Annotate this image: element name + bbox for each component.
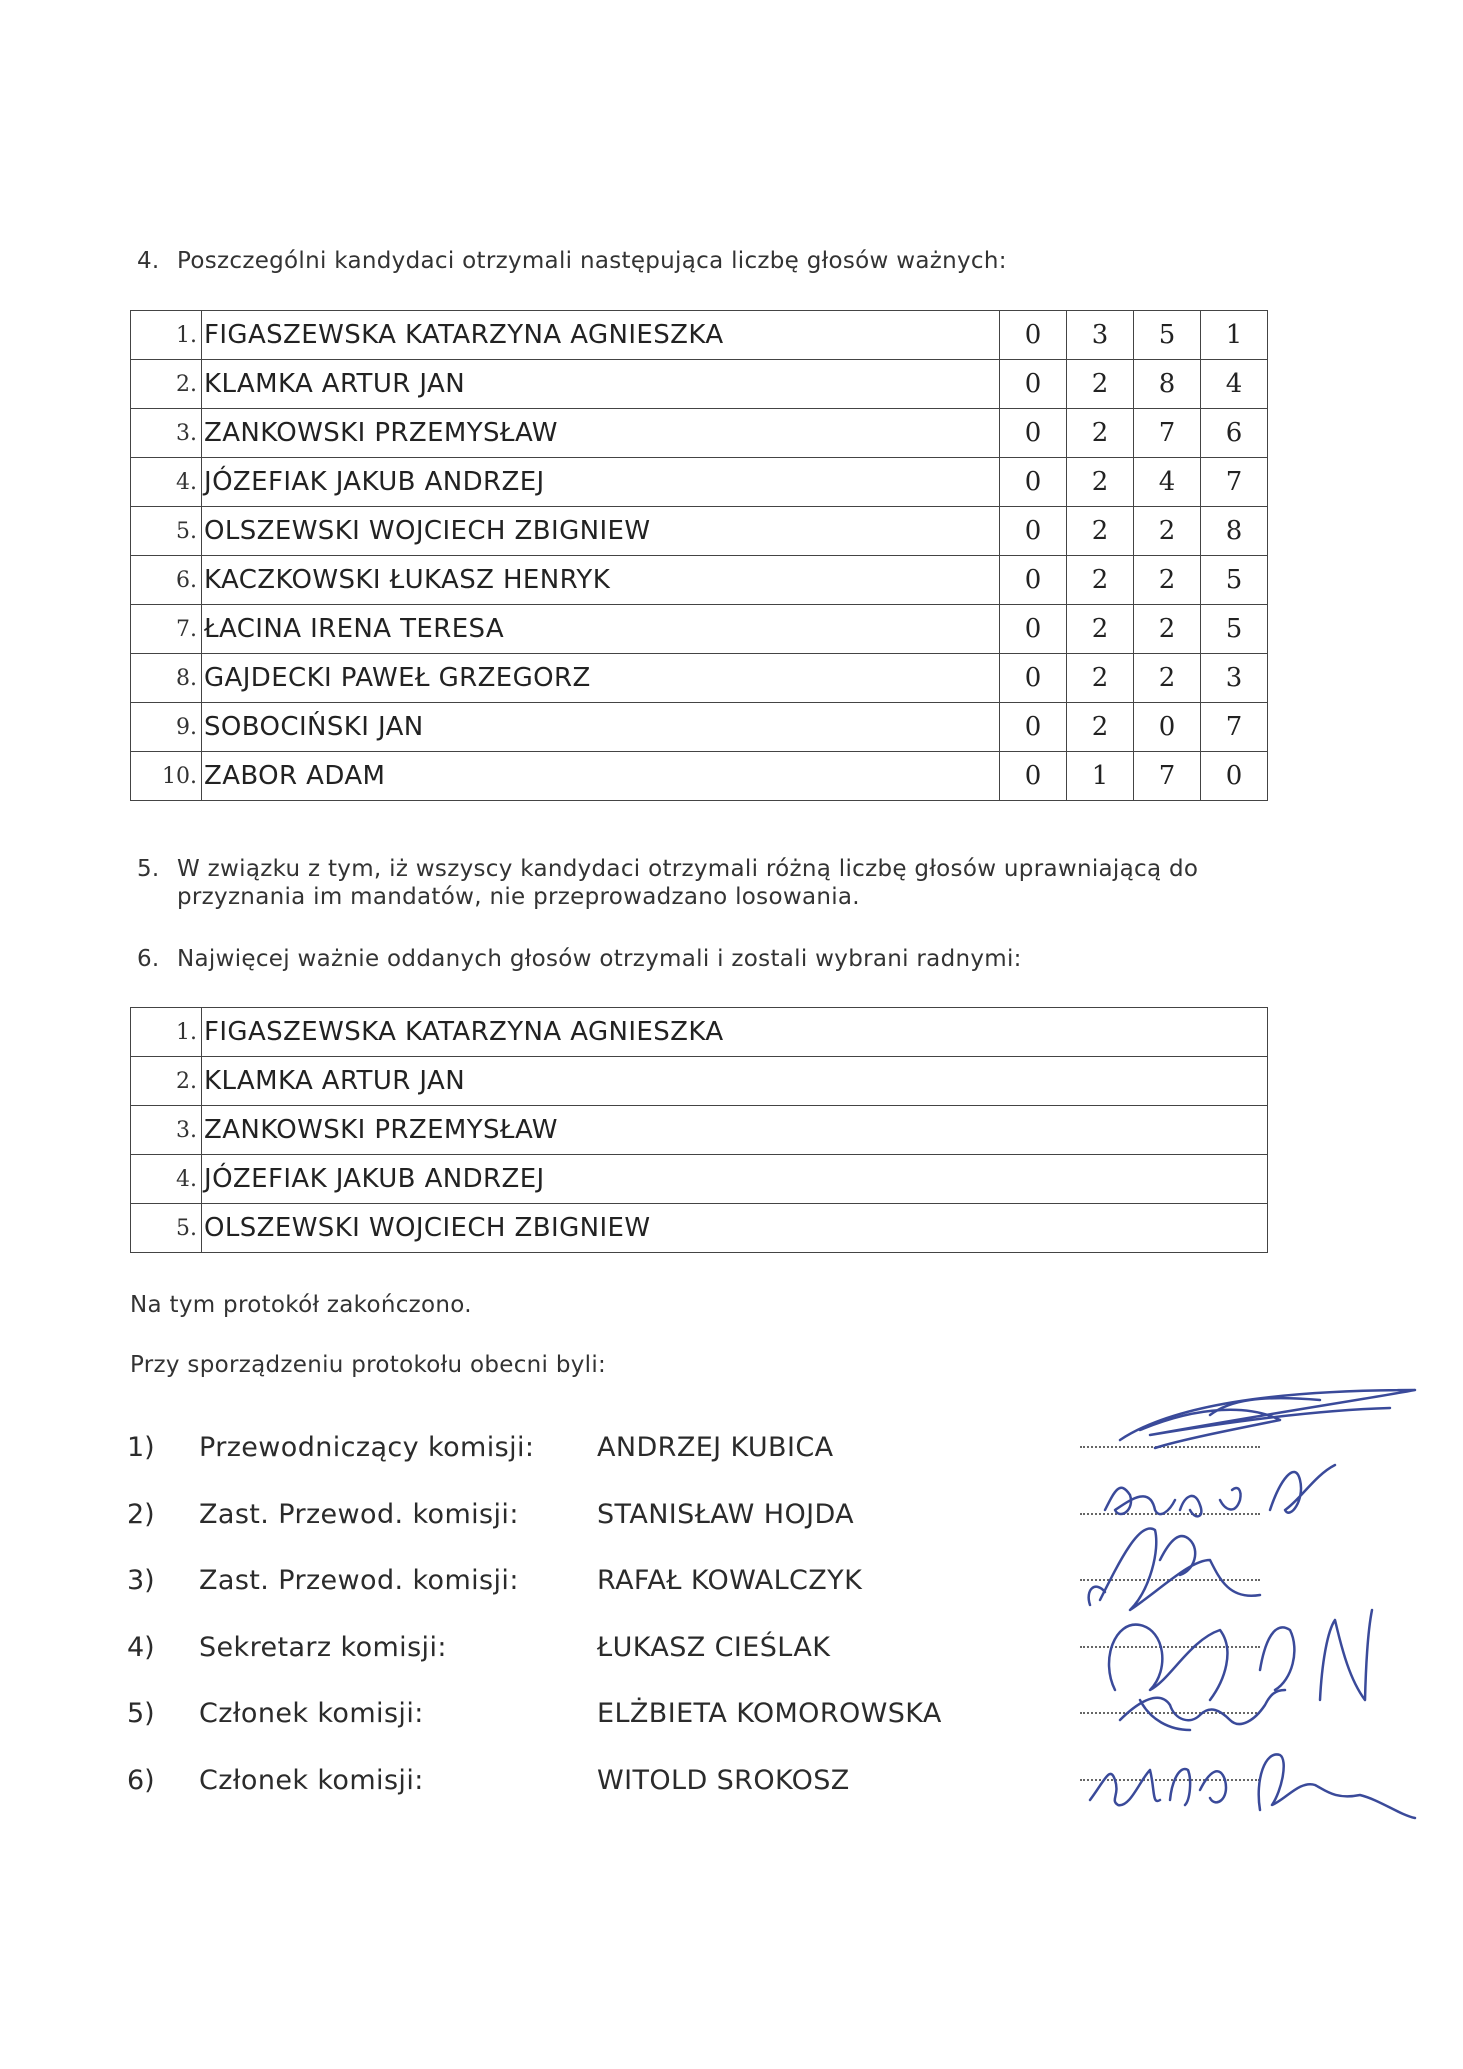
member-role: Członek komisji: [199, 1698, 424, 1729]
signature-1 [1120, 1390, 1415, 1448]
row-number: 6. [131, 556, 202, 605]
row-number: 9. [131, 703, 202, 752]
vote-digit: 7 [1201, 703, 1268, 752]
vote-digit: 4 [1134, 458, 1201, 507]
vote-digit: 3 [1067, 311, 1134, 360]
elected-name: KLAMKA ARTUR JAN [202, 1057, 1268, 1106]
winners-table [130, 1007, 1268, 1253]
vote-digit: 2 [1067, 654, 1134, 703]
section-6-heading [137, 946, 1022, 972]
member-name: RAFAŁ KOWALCZYK [597, 1565, 863, 1596]
section-text: Najwięcej ważnie oddanych głosów otrzymali i zostali wybrani radnymi: [177, 946, 1022, 972]
vote-digit: 8 [1134, 360, 1201, 409]
member-index: 5) [127, 1698, 155, 1729]
candidate-name: JÓZEFIAK JAKUB ANDRZEJ [202, 458, 1000, 507]
vote-digit: 7 [1134, 409, 1201, 458]
vote-digit: 0 [1000, 654, 1067, 703]
section-number: 6. [137, 946, 160, 972]
candidate-name: KACZKOWSKI ŁUKASZ HENRYK [202, 556, 1000, 605]
section-text: Poszczególni kandydaci otrzymali następująca liczbę głosów ważnych: [177, 248, 1007, 274]
vote-digit: 2 [1134, 654, 1201, 703]
vote-digit: 2 [1067, 703, 1134, 752]
vote-digit: 2 [1067, 409, 1134, 458]
table-row [131, 605, 1268, 654]
member-name: WITOLD SROKOSZ [597, 1764, 850, 1796]
section-5 [137, 855, 1198, 911]
vote-digit: 2 [1134, 507, 1201, 556]
member-index: 3) [127, 1565, 155, 1596]
row-number: 8. [131, 654, 202, 703]
member-index: 2) [127, 1498, 155, 1530]
table-row [131, 458, 1268, 507]
row-number: 5. [131, 507, 202, 556]
row-number: 2. [131, 1057, 202, 1106]
vote-digit: 2 [1067, 507, 1134, 556]
member-index: 4) [127, 1631, 155, 1663]
candidate-name: ZANKOWSKI PRZEMYSŁAW [202, 409, 1000, 458]
section-number: 5. [137, 856, 160, 882]
row-number: 4. [131, 458, 202, 507]
table-row [131, 556, 1268, 605]
vote-digit: 4 [1201, 360, 1268, 409]
handwritten-signatures [1060, 1360, 1430, 1820]
candidate-name: FIGASZEWSKA KATARZYNA AGNIESZKA [202, 311, 1000, 360]
member-role: Sekretarz komisji: [199, 1631, 447, 1663]
table-row [131, 1204, 1268, 1253]
table-row [131, 654, 1268, 703]
vote-digit: 0 [1201, 752, 1268, 801]
member-name: STANISŁAW HOJDA [597, 1498, 855, 1530]
row-number: 1. [131, 1008, 202, 1057]
section-4-heading [137, 248, 1007, 274]
elected-name: JÓZEFIAK JAKUB ANDRZEJ [202, 1155, 1268, 1204]
table-row [131, 1155, 1268, 1204]
vote-digit: 2 [1134, 556, 1201, 605]
vote-digit: 5 [1201, 605, 1268, 654]
member-role: Przewodniczący komisji: [199, 1432, 535, 1463]
table-row [131, 1106, 1268, 1155]
vote-digit: 7 [1201, 458, 1268, 507]
row-number: 10. [131, 752, 202, 801]
vote-digit: 0 [1000, 752, 1067, 801]
vote-digit: 1 [1067, 752, 1134, 801]
vote-digit: 0 [1000, 360, 1067, 409]
vote-digit: 0 [1000, 507, 1067, 556]
signature-4 [1109, 1610, 1372, 1700]
candidate-name: KLAMKA ARTUR JAN [202, 360, 1000, 409]
row-number: 3. [131, 409, 202, 458]
vote-digit: 0 [1000, 703, 1067, 752]
candidate-name: ŁACINA IRENA TERESA [202, 605, 1000, 654]
vote-digit: 7 [1134, 752, 1201, 801]
table-row [131, 1057, 1268, 1106]
vote-digit: 8 [1201, 507, 1268, 556]
vote-digit: 2 [1134, 605, 1201, 654]
vote-digit: 1 [1201, 311, 1268, 360]
vote-digit: 0 [1000, 311, 1067, 360]
member-role: Zast. Przewod. komisji: [199, 1565, 519, 1596]
candidate-name: SOBOCIŃSKI JAN [202, 703, 1000, 752]
member-name: ŁUKASZ CIEŚLAK [597, 1631, 831, 1663]
table-row [131, 360, 1268, 409]
member-index: 1) [127, 1432, 155, 1463]
present-intro: Przy sporządzeniu protokołu obecni byli: [130, 1352, 607, 1378]
vote-digit: 2 [1067, 360, 1134, 409]
vote-digit: 2 [1067, 605, 1134, 654]
table-row [131, 507, 1268, 556]
vote-digit: 2 [1067, 458, 1134, 507]
row-number: 5. [131, 1204, 202, 1253]
vote-digit: 0 [1134, 703, 1201, 752]
signature-5 [1120, 1690, 1285, 1730]
member-role: Zast. Przewod. komisji: [199, 1498, 519, 1530]
candidate-name: GAJDECKI PAWEŁ GRZEGORZ [202, 654, 1000, 703]
section-number: 4. [137, 248, 160, 274]
member-index: 6) [127, 1764, 155, 1796]
row-number: 3. [131, 1106, 202, 1155]
signature-3 [1089, 1528, 1260, 1610]
closing-text: Na tym protokół zakończono. [130, 1292, 472, 1318]
vote-digit: 5 [1201, 556, 1268, 605]
section-5-line-1: W związku z tym, iż wszyscy kandydaci otrzymali różną liczbę głosów uprawniającą do [177, 856, 1199, 882]
candidate-name: OLSZEWSKI WOJCIECH ZBIGNIEW [202, 507, 1000, 556]
candidate-name: ZABOR ADAM [202, 752, 1000, 801]
member-name: ANDRZEJ KUBICA [597, 1432, 834, 1463]
table-row [131, 1008, 1268, 1057]
table-row [131, 311, 1268, 360]
vote-digit: 0 [1000, 605, 1067, 654]
elected-name: ZANKOWSKI PRZEMYSŁAW [202, 1106, 1268, 1155]
section-5-line-2: przyznania im mandatów, nie przeprowadzano losowania. [177, 884, 860, 910]
row-number: 2. [131, 360, 202, 409]
member-name: ELŻBIETA KOMOROWSKA [597, 1698, 942, 1729]
elected-name: OLSZEWSKI WOJCIECH ZBIGNIEW [202, 1204, 1268, 1253]
vote-digit: 6 [1201, 409, 1268, 458]
vote-digit: 0 [1000, 409, 1067, 458]
member-role: Członek komisji: [199, 1764, 424, 1796]
row-number: 4. [131, 1155, 202, 1204]
signature-6 [1090, 1754, 1415, 1818]
vote-digit: 5 [1134, 311, 1201, 360]
row-number: 1. [131, 311, 202, 360]
vote-digit: 0 [1000, 458, 1067, 507]
row-number: 7. [131, 605, 202, 654]
vote-digit: 0 [1000, 556, 1067, 605]
table-row [131, 703, 1268, 752]
table-row [131, 752, 1268, 801]
elected-name: FIGASZEWSKA KATARZYNA AGNIESZKA [202, 1008, 1268, 1057]
votes-table [130, 310, 1268, 801]
signature-2 [1105, 1465, 1335, 1516]
vote-digit: 3 [1201, 654, 1268, 703]
vote-digit: 2 [1067, 556, 1134, 605]
table-row [131, 409, 1268, 458]
